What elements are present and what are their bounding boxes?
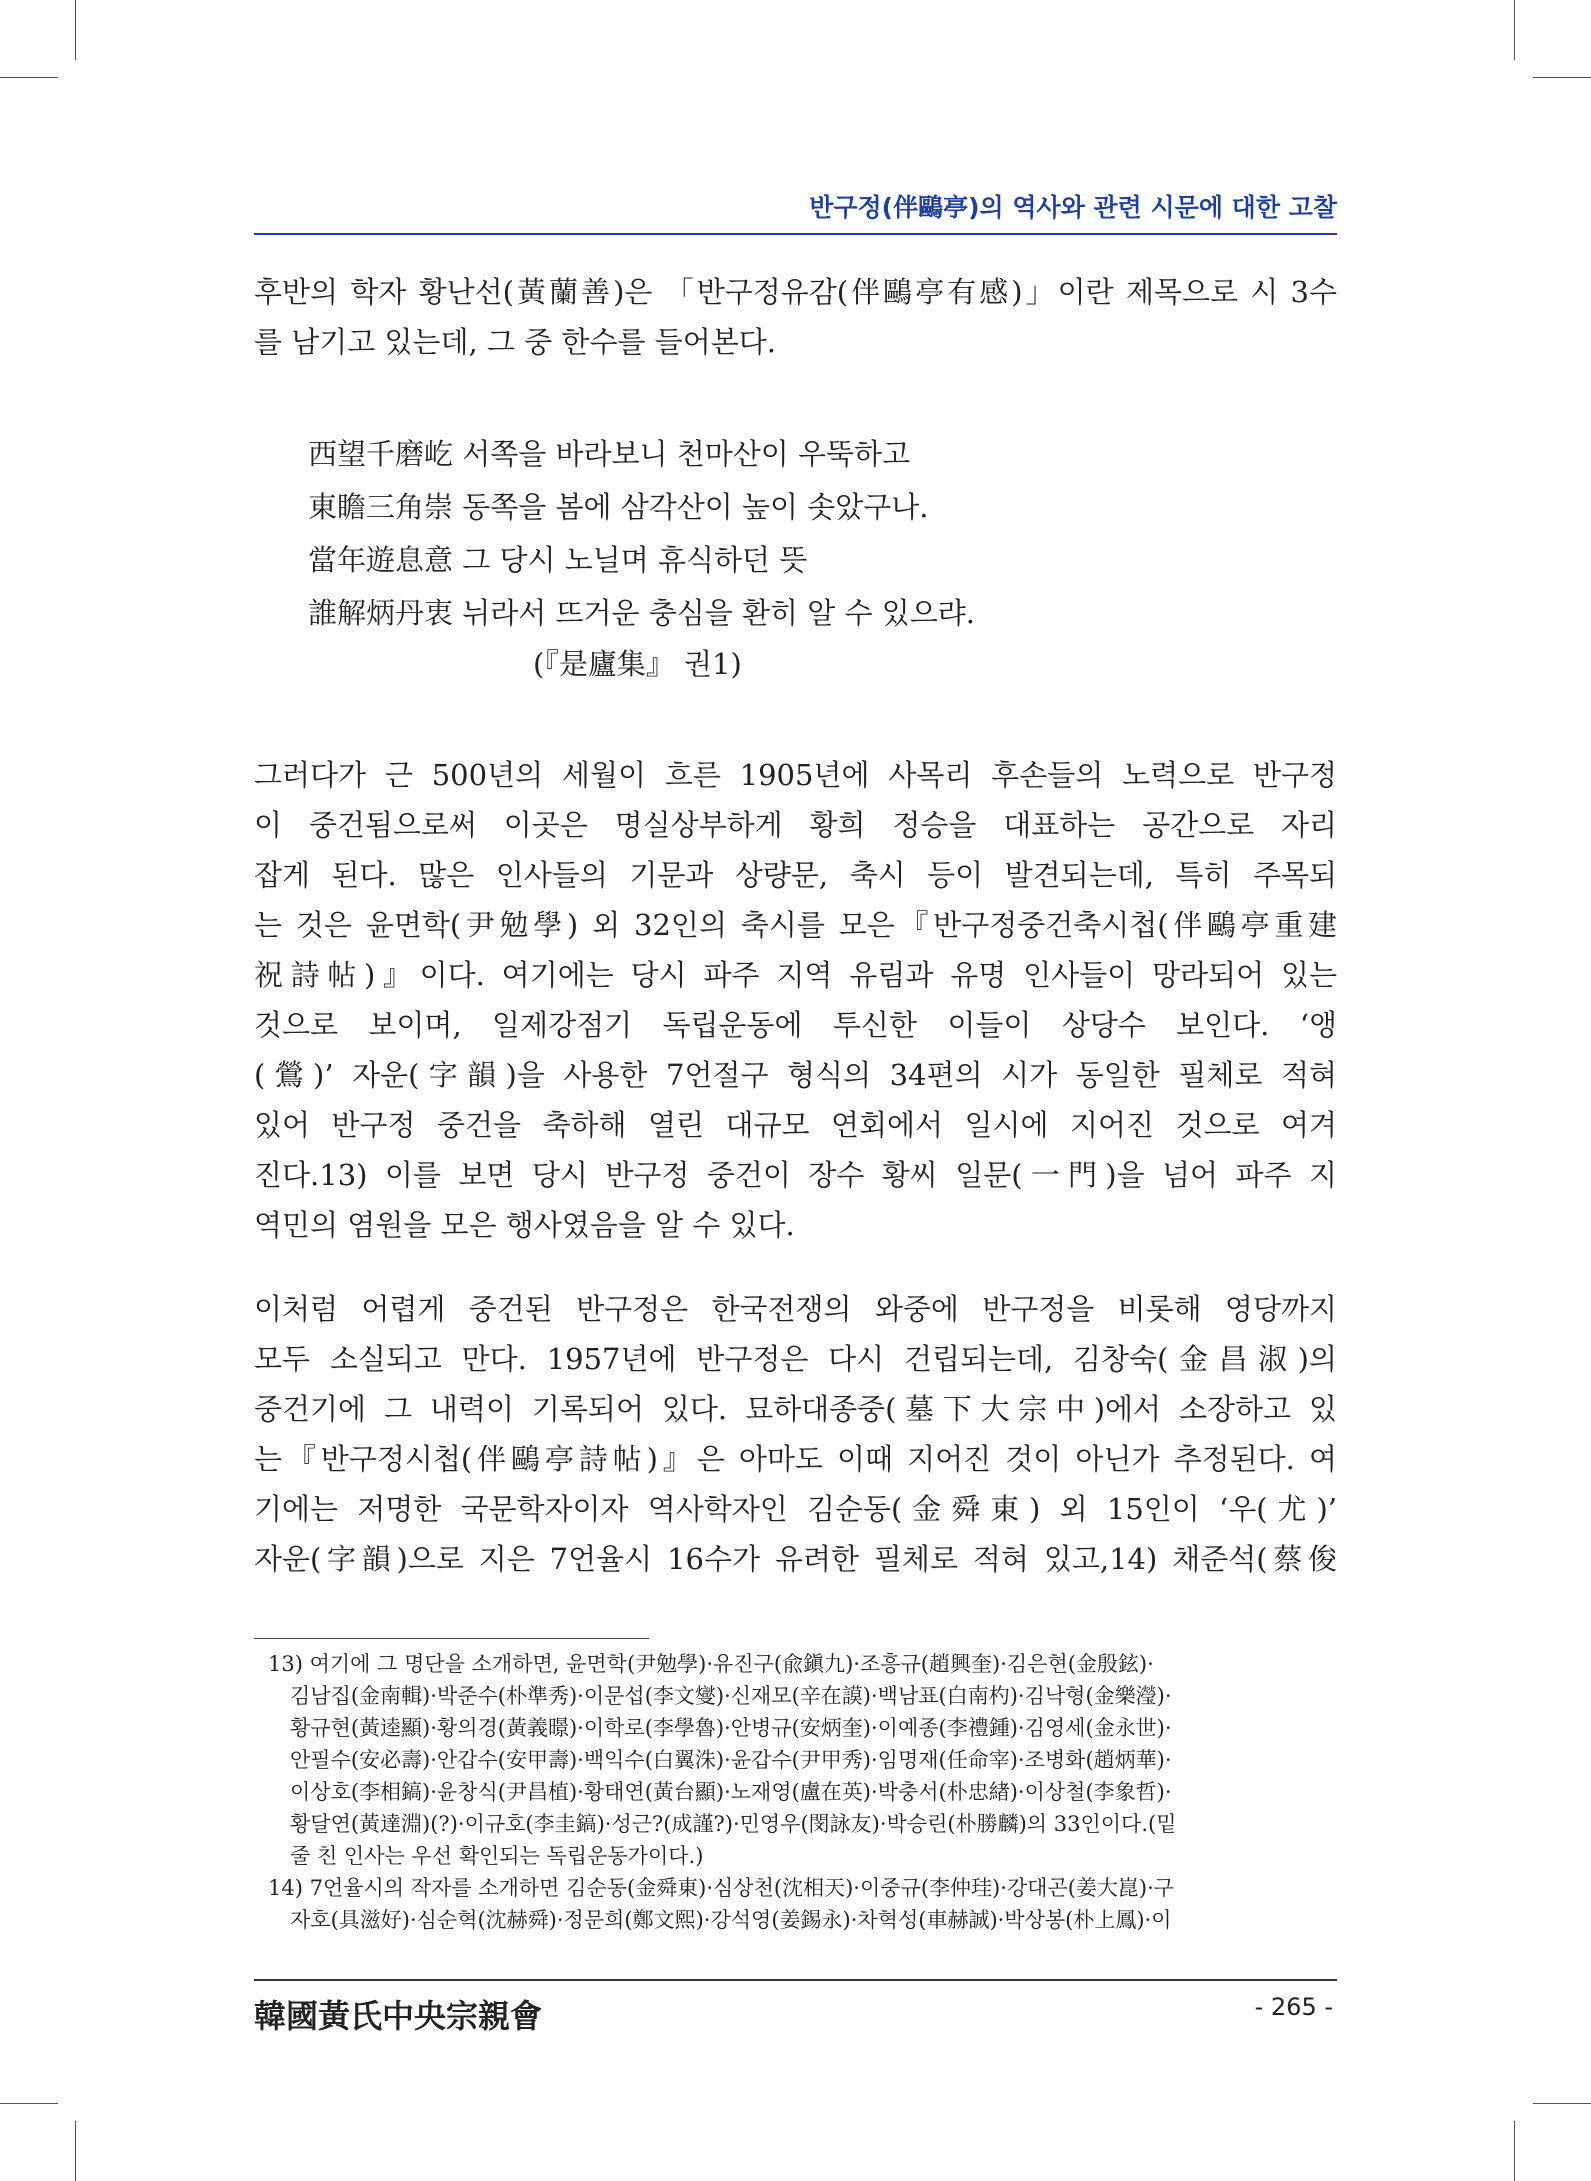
- text-line: 자운(字韻)으로 지은 7언율시 16수가 유려한 필체로 적혀 있고,14) 채준석(蔡俊: [254, 1542, 1337, 1576]
- text-line: 는『반구정시첩(伴鷗亭詩帖)』은 아마도 이때 지어진 것이 아닌가 추정된다. 여: [254, 1442, 1337, 1476]
- crop-mark-top-left-vertical: [75, 0, 76, 60]
- body-paragraph-1: [254, 750, 1337, 1250]
- footnotes: [268, 1648, 1337, 1936]
- poem-block: [308, 428, 975, 640]
- crop-mark-top-left-horizontal: [0, 77, 58, 78]
- running-title: 반구정(伴鷗亭)의 역사와 관련 시문에 대한 고찰: [809, 193, 1337, 222]
- text-line: 중건기에 그 내력이 기록되어 있다. 묘하대종중(墓下大宗中)에서 소장하고 있: [254, 1392, 1337, 1426]
- footnote-line: 안필수(安必壽)·안갑수(安甲壽)·백익수(白翼洙)·윤갑수(尹甲秀)·임명재(任命宰)·조병화(趙炳華)·: [290, 1748, 1172, 1772]
- footnote-line: 자호(具滋好)·심순혁(沈赫舜)·정문희(鄭文熙)·강석영(姜錫永)·차혁성(車赫誠)·박상봉(朴上鳳)·이: [290, 1908, 1172, 1932]
- intro-paragraph: [254, 267, 1337, 367]
- poem-line: 當年遊息意 그 당시 노닐며 휴식하던 뜻: [308, 543, 808, 577]
- footnote-line: 줄 친 인사는 우선 확인되는 독립운동가이다.): [290, 1844, 704, 1868]
- footnote-line: 이상호(李相鎬)·윤창식(尹昌植)·황태연(黃台顯)·노재영(盧在英)·박충서(朴忠緖)·이상철(李象哲)·: [290, 1780, 1172, 1804]
- text-line: 는 것은 윤면학(尹勉學) 외 32인의 축시를 모은『반구정중건축시첩(伴鷗亭重建: [254, 908, 1337, 942]
- text-line: 진다.13) 이를 보면 당시 반구정 중건이 장수 황씨 일문(一門)을 넘어 파주 지: [254, 1158, 1337, 1192]
- footnote-separator: [254, 1638, 649, 1639]
- society-name: 韓國黃氏中央宗親會: [254, 1997, 543, 2035]
- text-line: 를 남기고 있는데, 그 중 한수를 들어본다.: [254, 325, 776, 359]
- text-line: 후반의 학자 황난선(黃蘭善)은 「반구정유감(伴鷗亭有感)」이란 제목으로 시 3수: [254, 275, 1337, 309]
- body-paragraph-2: [254, 1284, 1337, 1584]
- crop-mark-bottom-right-horizontal: [1533, 2103, 1591, 2104]
- text-line: 이 중건됨으로써 이곳은 명실상부하게 황희 정승을 대표하는 공간으로 자리: [254, 808, 1337, 842]
- footnote-line: 13) 여기에 그 명단을 소개하면, 윤면학(尹勉學)·유진구(兪鎭九)·조흥규(趙興奎)·김은현(金殷鉉)·: [268, 1652, 1154, 1676]
- crop-mark-bottom-left-horizontal: [0, 2103, 58, 2104]
- footnote-line: 김남집(金南輯)·박준수(朴準秀)·이문섭(李文燮)·신재모(辛在謨)·백남표(白南杓)·김낙형(金樂瀅)·: [290, 1684, 1172, 1708]
- text-line: 기에는 저명한 국문학자이자 역사학자인 김순동(金舜東) 외 15인이 ‘우(尤)’: [254, 1492, 1337, 1526]
- text-line: 잡게 된다. 많은 인사들의 기문과 상량문, 축시 등이 발견되는데, 특히 주목되: [254, 858, 1337, 892]
- footnote-14: [268, 1872, 1337, 1936]
- footnote-line: 황규현(黃逵顯)·황의경(黃義暻)·이학로(李學魯)·안병규(安炳奎)·이예종(李禮鍾)·김영세(金永世)·: [290, 1716, 1172, 1740]
- text-line: 것으로 보이며, 일제강점기 독립운동에 투신한 이들이 상당수 보인다. ‘앵: [254, 1008, 1337, 1042]
- footer-rule: [254, 1979, 1337, 1981]
- poem-line: 西望千磨屹 서쪽을 바라보니 천마산이 우뚝하고: [308, 437, 911, 471]
- text-line: 祝詩帖)』이다. 여기에는 당시 파주 지역 유림과 유명 인사들이 망라되어 있는: [254, 958, 1337, 992]
- poem-citation: (『是廬集』 권1): [533, 647, 742, 681]
- text-line: 그러다가 근 500년의 세월이 흐른 1905년에 사목리 후손들의 노력으로 반구정: [254, 758, 1337, 792]
- page-number: - 265 -: [1254, 1993, 1333, 2021]
- crop-mark-bottom-left-vertical: [75, 2121, 76, 2181]
- crop-mark-bottom-right-vertical: [1514, 2121, 1515, 2181]
- text-line: 이처럼 어렵게 중건된 반구정은 한국전쟁의 와중에 반구정을 비롯해 영당까지: [254, 1292, 1337, 1326]
- crop-mark-top-right-vertical: [1514, 0, 1515, 60]
- poem-line: 誰解炳丹衷 뉘라서 뜨거운 충심을 환히 알 수 있으랴.: [308, 596, 975, 630]
- text-line: 역민의 염원을 모은 행사였음을 알 수 있다.: [254, 1208, 795, 1242]
- text-line: 모두 소실되고 만다. 1957년에 반구정은 다시 건립되는데, 김창숙(金昌淑)의: [254, 1342, 1337, 1376]
- crop-mark-top-right-horizontal: [1533, 77, 1591, 78]
- footnote-line: 14) 7언율시의 작자를 소개하면 김순동(金舜東)·심상천(沈相天)·이중규(李仲珪)·강대곤(姜大崑)·구: [268, 1876, 1175, 1900]
- text-line: 있어 반구정 중건을 축하해 열린 대규모 연회에서 일시에 지어진 것으로 여겨: [254, 1108, 1337, 1142]
- header-rule: [254, 233, 1337, 235]
- poem-line: 東瞻三角崇 동쪽을 봄에 삼각산이 높이 솟았구나.: [308, 490, 929, 524]
- text-line: (鶯)’ 자운(字韻)을 사용한 7언절구 형식의 34편의 시가 동일한 필체로 적혀: [254, 1058, 1337, 1092]
- footnote-line: 황달연(黃達淵)(?)·이규호(李圭鎬)·성근?(成謹?)·민영우(閔詠友)·박승린(朴勝麟)의 33인이다.(밑: [290, 1812, 1177, 1836]
- footnote-13: [268, 1648, 1337, 1872]
